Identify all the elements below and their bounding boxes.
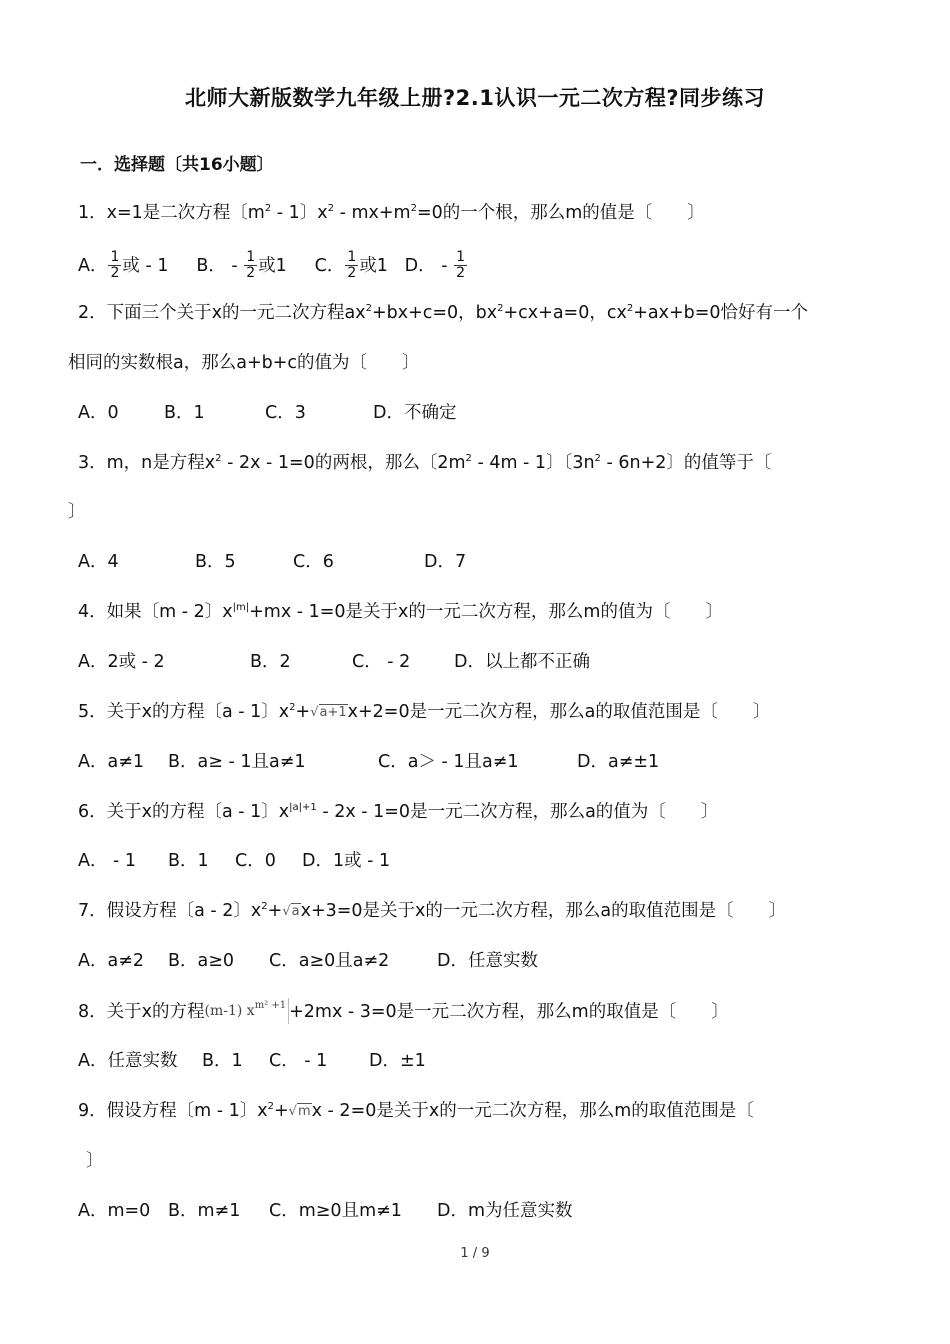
square-root: √m [288, 1104, 311, 1119]
question-2: 2．下面三个关于x的一元二次方程$ax^2+bx+c=0$，$bx^2+cx+a=0$，$cx^2+ax+b=0$恰好有一个 [78, 303, 809, 323]
question-9: 9．假设方程〔m - 1〕$x^2+√mx - 2=0$是关于x的一元二次方程，那么m的取值范围是〔 [78, 1098, 754, 1125]
question-8-option-d: D．±1 [369, 1051, 426, 1071]
question-8: 8．关于x的方程(m-1) $x^{m^2 +1} +2mx - 3=0$是一元二次方程，那么m的取值是〔 〕 [78, 1000, 729, 1022]
question-5-option-c: C．a＞ - 1且a≠1 [378, 752, 519, 772]
option-a: A． $\frac{1}{2}$ 或 - 1 [78, 249, 169, 281]
question-9-line-2: 〕 [86, 1151, 104, 1171]
question-9-option-c: C．m≥0且m≠1 [269, 1201, 402, 1221]
question-3: 3．m，n是方程$x^2 - 2x - 1=0$的两根，那么〔$2m^2 - 4m - 1$〕〔$3n^2 - 6n+2$〕的值等于〔 [78, 453, 772, 473]
square-root: √a [282, 904, 300, 919]
page-number: 1 / 9 [460, 1246, 490, 1261]
question-2-line-2: 相同的实数根a，那么a+b+c的值为〔 〕 [68, 353, 420, 373]
question-2-option-c: C．3 [265, 403, 306, 423]
question-7-option-c: C．a≥0且a≠2 [269, 951, 390, 971]
question-8-option-c: C． - 1 [269, 1051, 328, 1071]
option-b: B． - $\frac{1}{2}$ 或1 [196, 249, 287, 281]
section-heading: 一．选择题〔共16小题〕 [80, 155, 274, 175]
question-5-option-a: A．a≠1 [78, 752, 144, 772]
question-4-option-b: B．2 [250, 652, 291, 672]
formula-image: (m-1) $x^{m^2 +1}$ [205, 998, 290, 1024]
question-3-option-d: D．7 [424, 552, 467, 572]
question-8-option-a: A．任意实数 [78, 1051, 178, 1071]
question-2-option-d: D．不确定 [373, 403, 457, 423]
option-d: D． - $\frac{1}{2}$ [404, 249, 465, 281]
question-4-option-d: D．以上都不正确 [454, 652, 590, 672]
question-6-option-c: C．0 [235, 851, 276, 871]
question-6: 6．关于x的方程〔a - 1〕$x^{|a|+1} - 2x - 1=0$是一元二次方程，那么a的值为〔 〕 [78, 802, 719, 822]
question-5-option-b: B．a≥ - 1且a≠1 [168, 752, 306, 772]
question-6-option-d: D．1或 - 1 [302, 851, 391, 871]
question-3-option-c: C．6 [293, 552, 334, 572]
question-9-option-d: D．m为任意实数 [437, 1201, 573, 1221]
question-1: 1．x=1是二次方程〔$m^2 - 1$〕$x^2 - mx+m^2=0$的一个根，那么m的值是〔 〕 [78, 203, 705, 223]
question-1-options [78, 250, 468, 281]
question-3-option-b: B．5 [195, 552, 236, 572]
fraction: $\frac{1}{2}$ [347, 249, 357, 281]
square-root: √a+1 [310, 705, 347, 720]
option-c: C． $\frac{1}{2}$ 或1 [314, 249, 388, 281]
question-2-option-a: A．0 [78, 403, 119, 423]
question-9-option-a: A．m=0 [78, 1201, 151, 1221]
page-title: 北师大新版数学九年级上册?2.1认识一元二次方程?同步练习 [184, 86, 766, 110]
question-4-option-c: C． - 2 [352, 652, 411, 672]
fraction: $\frac{1}{2}$ [246, 249, 256, 281]
question-6-option-b: B．1 [168, 851, 209, 871]
question-5: 5．关于x的方程〔a - 1〕$x^2+√a+1x+2=0$是一元二次方程，那么a的取值范围是〔 〕 [78, 699, 770, 726]
question-7-option-d: D．任意实数 [437, 951, 538, 971]
question-4: 4．如果〔m - 2〕$x^{|m|}+mx - 1=0$是关于x的一元二次方程，那么m的值为〔 〕 [78, 602, 723, 622]
question-7: 7．假设方程〔a - 2〕$x^2+√ax+3=0$是关于x的一元二次方程，那么a的取值范围是〔 〕 [78, 898, 786, 925]
question-7-option-a: A．a≠2 [78, 951, 144, 971]
question-2-option-b: B．1 [164, 403, 205, 423]
question-6-option-a: A． - 1 [78, 851, 137, 871]
fraction: $\frac{1}{2}$ [110, 249, 120, 281]
question-8-option-b: B．1 [202, 1051, 243, 1071]
question-9-option-b: B．m≠1 [168, 1201, 241, 1221]
question-4-option-a: A．2或 - 2 [78, 652, 165, 672]
fraction: $\frac{1}{2}$ [456, 249, 465, 281]
question-3-line-2: 〕 [68, 502, 86, 522]
question-5-option-d: D．a≠±1 [577, 752, 660, 772]
question-7-option-b: B．a≥0 [168, 951, 235, 971]
question-3-option-a: A．4 [78, 552, 119, 572]
